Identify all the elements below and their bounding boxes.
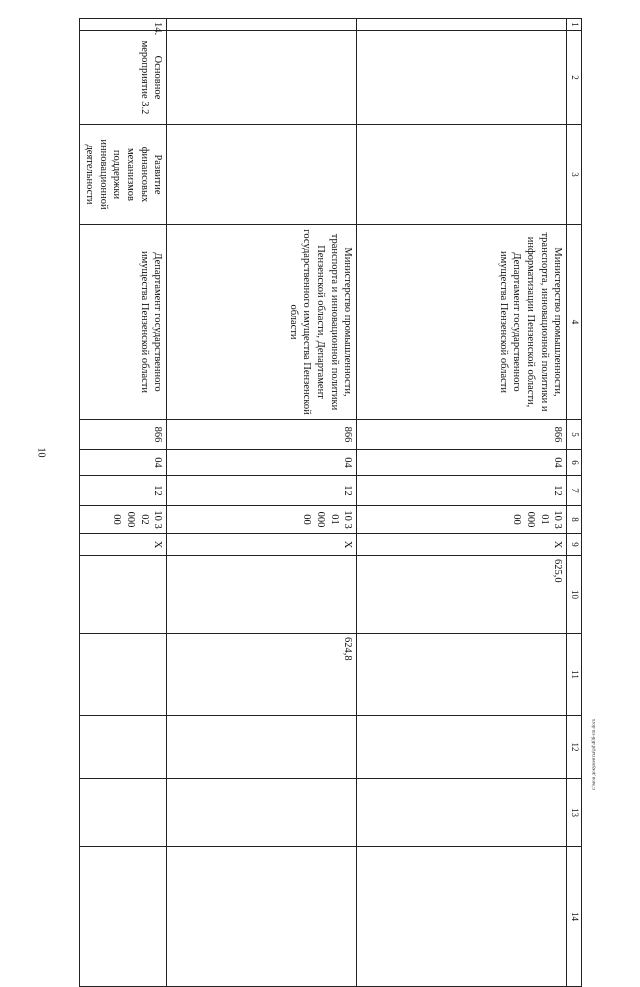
table-cell: Министерство промышленности, транспорта, инновационной политики и информатизации Пензенской области, Департамент государственного имущества Пензенской области: [357, 225, 567, 420]
table-cell: 04: [357, 450, 567, 476]
header-cell: 14: [567, 847, 582, 987]
table-cell: 624,8: [167, 634, 357, 716]
header-cell: 13: [567, 779, 582, 847]
table-cell: [357, 19, 567, 31]
table-cell: [357, 634, 567, 716]
table-cell: 12: [357, 476, 567, 506]
header-cell: 9: [567, 534, 582, 556]
table-cell: [80, 634, 167, 716]
table-cell: [167, 847, 357, 987]
table-cell: 10 3 01 000 00: [167, 506, 357, 534]
table-cell: [80, 847, 167, 987]
table-cell: 866: [80, 420, 167, 450]
table-cell: [80, 779, 167, 847]
table-cell: 10 3 02 000 00: [80, 506, 167, 534]
table-row: [80, 19, 167, 987]
table-cell: [167, 716, 357, 779]
table-cell: Развитие финансовых механизмов поддержки инновационной деятельности: [80, 125, 167, 225]
table-cell: [167, 556, 357, 634]
table-cell: 866: [167, 420, 357, 450]
table-cell: 625,0: [357, 556, 567, 634]
table-cell: 866: [357, 420, 567, 450]
footer-file-path: c:\мои документы\pd\406-пп.docx: [592, 718, 597, 790]
table-row: [167, 19, 357, 987]
header-cell: 6: [567, 450, 582, 476]
table-cell: X: [357, 534, 567, 556]
table-cell: [357, 847, 567, 987]
table-cell: 14.: [80, 19, 167, 31]
table-cell: [80, 716, 167, 779]
table-cell: [167, 19, 357, 31]
program-table: [79, 18, 582, 987]
header-cell: 5: [567, 420, 582, 450]
header-cell: 10: [567, 556, 582, 634]
table-cell: [357, 716, 567, 779]
table-cell: [167, 125, 357, 225]
table-cell: [357, 125, 567, 225]
table-cell: [167, 779, 357, 847]
table-cell: 12: [80, 476, 167, 506]
table-cell: 10 3 01 000 00: [357, 506, 567, 534]
header-cell: 3: [567, 125, 582, 225]
table-row: [357, 19, 567, 987]
header-row: [567, 19, 582, 987]
table-cell: 04: [80, 450, 167, 476]
table-cell: 12: [167, 476, 357, 506]
table-cell: [357, 31, 567, 125]
table-cell: [80, 556, 167, 634]
table-cell: X: [167, 534, 357, 556]
table-container: [80, 18, 582, 921]
header-cell: 12: [567, 716, 582, 779]
table-cell: [167, 31, 357, 125]
table-cell: X: [80, 534, 167, 556]
table-cell: Департамент государственного имущества Пензенской области: [80, 225, 167, 420]
header-cell: 1: [567, 19, 582, 31]
header-cell: 4: [567, 225, 582, 420]
header-cell: 11: [567, 634, 582, 716]
header-cell: 8: [567, 506, 582, 534]
table-cell: Основное мероприятие 3.2: [80, 31, 167, 125]
table-cell: Министерство промышленности, транспорта и инновационной политики Пензенской области, Департамент государственного имущества Пензенской области: [167, 225, 357, 420]
header-cell: 2: [567, 31, 582, 125]
table-cell: [357, 779, 567, 847]
rotated-table-wrapper: [80, 18, 582, 921]
header-cell: 7: [567, 476, 582, 506]
table-cell: 04: [167, 450, 357, 476]
page-number: 10: [35, 447, 47, 458]
